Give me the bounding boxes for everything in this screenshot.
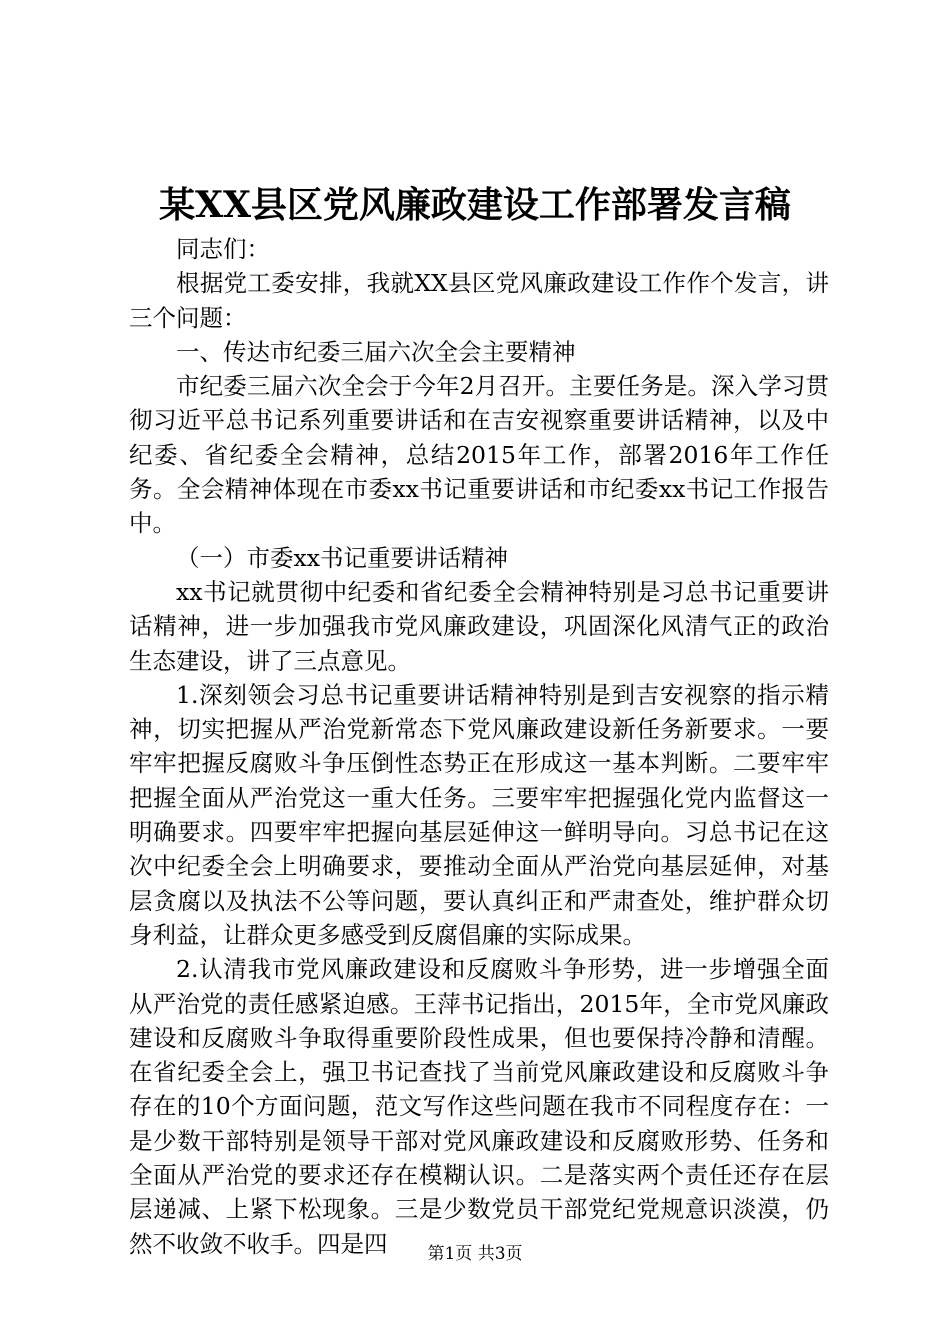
page-footer: 第1页 共3页 (427, 1244, 523, 1264)
paragraph: 市纪委三届六次全会于今年2月召开。主要任务是。深入学习贯彻习近平总书记系列重要讲话和在吉安视察重要讲话精神，以及中纪委、省纪委全会精神，总结2015年工作，部署2016年工作任务。全会精神体现在市委xx书记重要讲话和市纪委xx书记工作报告中。 (129, 372, 829, 538)
paragraph: xx书记就贯彻中纪委和省纪委全会精神特别是习总书记重要讲话精神，进一步加强我市党风廉政建设，巩固深化风清气正的政治生态建设，讲了三点意见。 (129, 577, 829, 675)
document-body (129, 232, 829, 1261)
salutation: 同志们： (176, 235, 270, 263)
document-title: 某XX县区党风廉政建设工作部署发言稿 (159, 184, 791, 226)
paragraph-intro: 根据党工委安排，我就XX县区党风廉政建设工作作个发言，讲三个问题： (129, 269, 829, 332)
section-heading-1: 一、传达市纪委三届六次全会主要精神 (176, 337, 576, 366)
subsection-heading-1: （一）市委xx书记重要讲话精神 (176, 543, 509, 572)
numbered-paragraph-1: 1.深刻领会习总书记重要讲话精神特别是到吉安视察的指示精神，切实把握从严治党新常态下党风廉政建设新任务新要求。一要牢牢把握反腐败斗争压倒性态势正在形成这一基本判断。二要牢牢把握全面从严治党这一重大任务。三要牢牢把握强化党内监督这一明确要求。四要牢牢把握向基层延伸这一鲜明导向。习总书记在这次中纪委全会上明确要求，要推动全面从严治党向基层延伸，对基层贪腐以及执法不公等问题，要认真纠正和严肃查处，维护群众切身利益，让群众更多感受到反腐倡廉的实际成果。 (129, 680, 829, 949)
numbered-paragraph-2: 2.认清我市党风廉政建设和反腐败斗争形势，进一步增强全面从严治党的责任感紧迫感。王萍书记指出，2015年，全市党风廉政建设和反腐败斗争取得重要阶段性成果，但也要保持冷静和清醒。在省纪委全会上，强卫书记查找了当前党风廉政建设和反腐败斗争存在的10个方面问题，范文写作这些问题在我市不同程度存在：一是少数干部特别是领导干部对党风廉政建设和反腐败形势、任务和全面从严治党的要求还存在模糊认识。二是落实两个责任还存在层层递减、上紧下松现象。三是少数党员干部党纪党规意识淡漠，仍然不收敛不收手。四是四 (129, 955, 829, 1258)
